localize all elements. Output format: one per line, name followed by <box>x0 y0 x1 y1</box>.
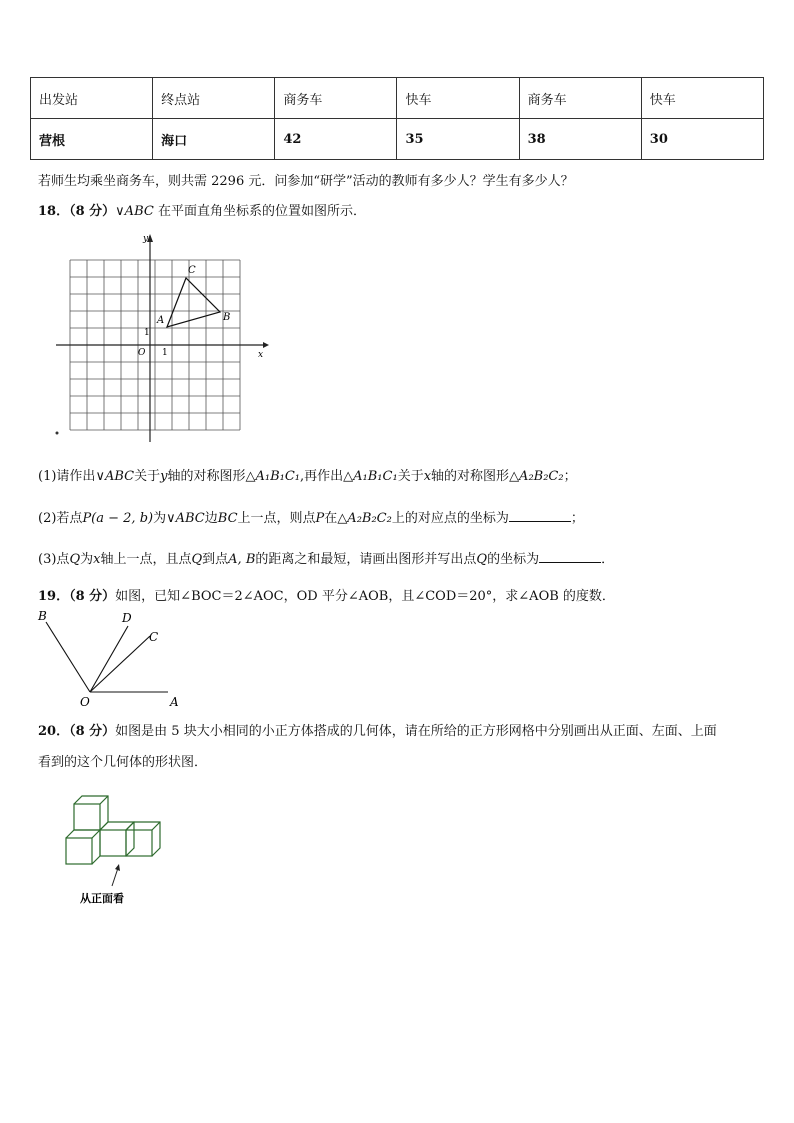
q20-line1: 如图是由 5 块大小相同的小正方体搭成的几何体，请在所给的正方形网格中分别画出从正面、左面、上面 <box>115 724 717 739</box>
point-b-label: B <box>38 609 47 623</box>
table-cell: 38 <box>519 119 641 160</box>
table-header-cell: 商务车 <box>275 78 397 119</box>
stray-dot <box>56 432 59 435</box>
q20-cube-figure <box>60 790 170 906</box>
point-c-label: C <box>149 630 159 644</box>
point-o-label: O <box>80 695 90 709</box>
q18-coordinate-figure <box>50 228 280 448</box>
table-header-cell: 快车 <box>641 78 763 119</box>
point-b-label: B <box>223 312 231 323</box>
answer-blank[interactable] <box>509 509 571 522</box>
y-tick-label: 1 <box>144 328 150 338</box>
fare-table <box>30 77 764 160</box>
triangle-abc <box>167 278 220 327</box>
q18-stem-text: 在平面直角坐标系的位置如图所示． <box>157 204 366 219</box>
q18-stem <box>38 200 366 219</box>
x-tick-label: 1 <box>162 348 168 358</box>
point-c-label: C <box>188 265 196 276</box>
ray-od <box>90 626 128 692</box>
table-cell: 营根 <box>31 119 153 160</box>
cube-stack <box>66 796 160 864</box>
view-arrow <box>112 868 118 886</box>
table-cell: 海口 <box>153 119 275 160</box>
point-a-label: A <box>170 695 179 709</box>
answer-blank[interactable] <box>539 550 601 563</box>
table-header-cell: 出发站 <box>31 78 153 119</box>
table-header-cell: 快车 <box>397 78 519 119</box>
point-a-label: A <box>157 315 165 326</box>
table-cell: 30 <box>641 119 763 160</box>
q19-stem <box>38 585 615 604</box>
table-row <box>31 119 764 160</box>
origin-label: O <box>138 348 146 358</box>
q20-line2: 看到的这个几何体的形状图． <box>38 755 208 770</box>
q20-stem <box>38 720 717 739</box>
q18-number: 18．（8 分） <box>38 204 116 219</box>
q18-part2: (2)若点P(a − 2, b)为∨ABC边BC上一点，则点P在△A₂B₂C₂上的对应点的坐标为 ； <box>38 511 584 526</box>
table-header-row <box>31 78 764 119</box>
q18-part3: (3)点Q为x轴上一点，且点Q到点A, B的距离之和最短，请画出图形并写出点Q的坐标为 ． <box>38 552 615 567</box>
view-arrowhead <box>115 864 120 871</box>
table-cell: 42 <box>275 119 397 160</box>
q18-triangle: ∨ABC <box>115 204 154 219</box>
front-view-caption: 从正面看 <box>80 892 124 905</box>
ray-oc <box>90 636 150 692</box>
ray-ob <box>46 622 90 692</box>
q19-text: 如图，已知∠BOC＝2∠AOC，OD 平分∠AOB，且∠COD＝20°，求∠AOB 的度数． <box>115 589 615 604</box>
table-header-cell: 终点站 <box>153 78 275 119</box>
table-cell: 35 <box>397 119 519 160</box>
q17-tail-text: 若师生均乘坐商务车，则共需 2296 元．问参加“研学”活动的教师有多少人？学生有多少人？ <box>38 174 574 189</box>
table-header-cell: 商务车 <box>519 78 641 119</box>
q19-number: 19．（8 分） <box>38 589 116 604</box>
y-axis-label: y <box>143 234 149 244</box>
x-axis-arrow <box>263 342 269 348</box>
q18-part1: (1)请作出∨ABC关于y轴的对称图形△A₁B₁C₁,再作出△A₁B₁C₁关于x轴的对称图形△A₂B₂C₂； <box>38 469 577 484</box>
q20-number: 20．（8 分） <box>38 724 116 739</box>
x-axis-label: x <box>258 350 264 360</box>
point-d-label: D <box>122 611 132 625</box>
q19-angle-figure <box>32 606 192 710</box>
